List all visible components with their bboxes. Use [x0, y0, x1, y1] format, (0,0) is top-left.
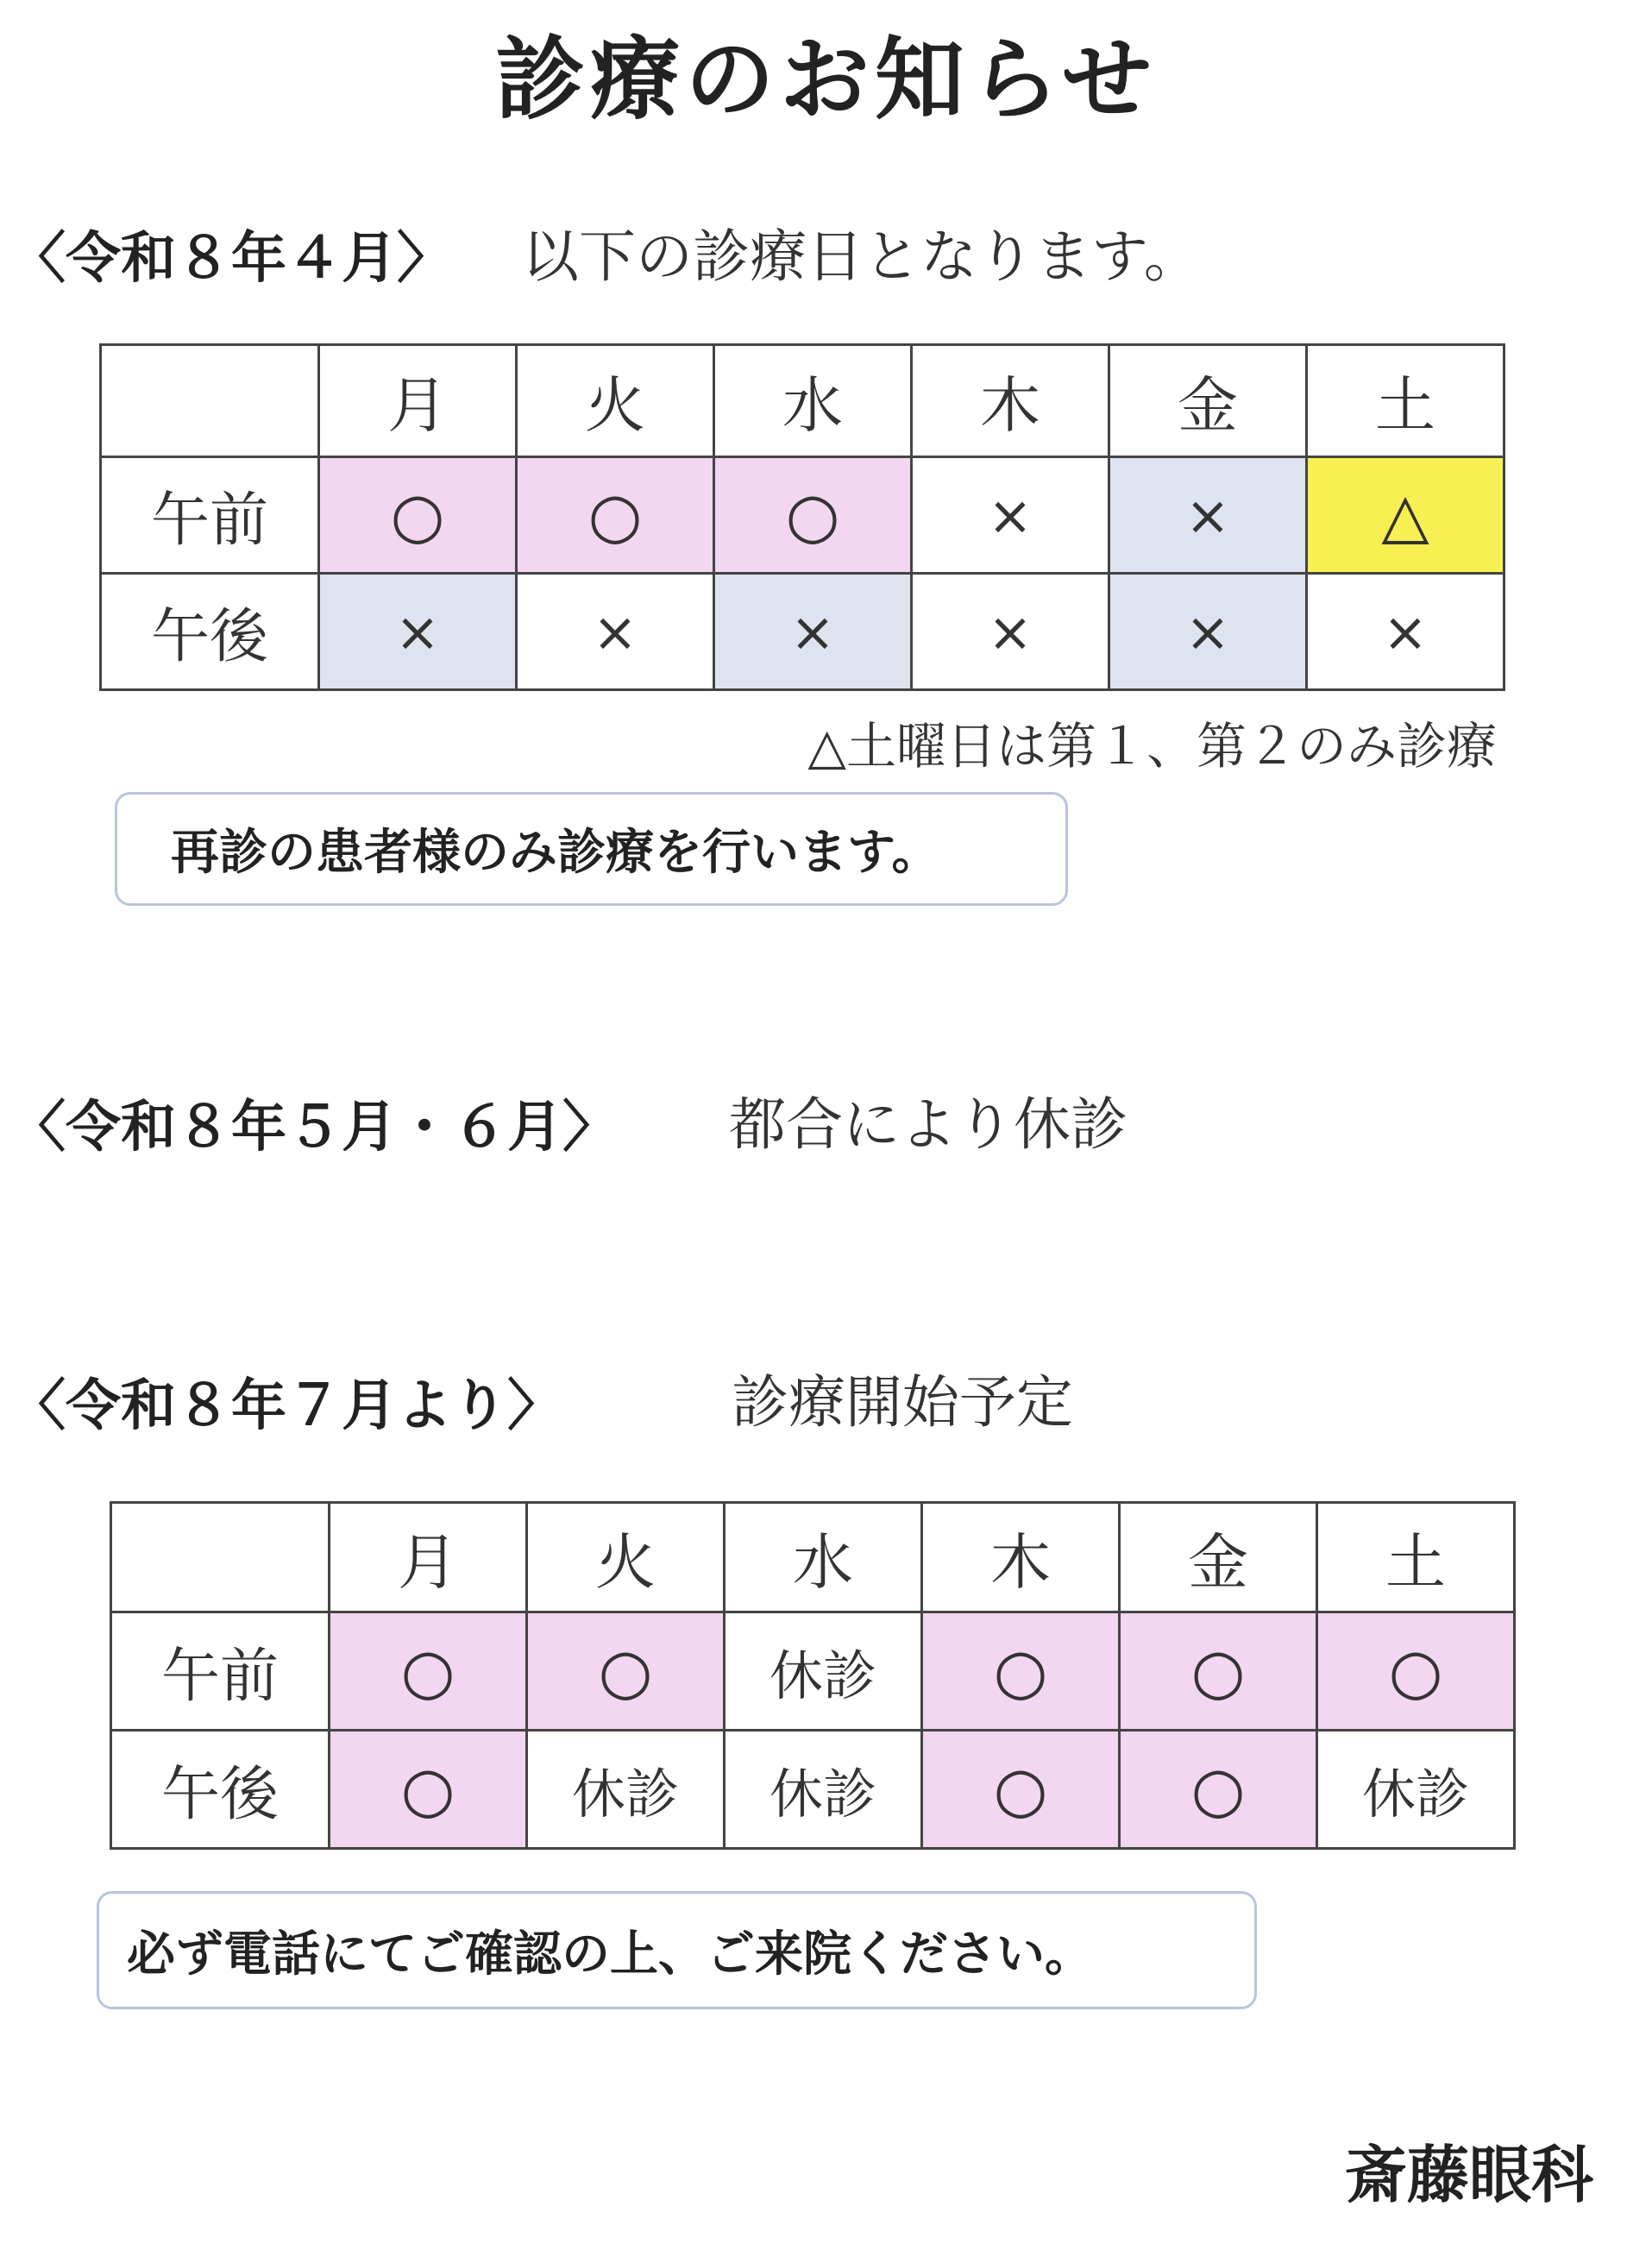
schedule-cell: × [1307, 574, 1504, 690]
schedule-cell: × [912, 457, 1109, 574]
schedule-cell: ○ [922, 1731, 1120, 1849]
day-header: 土 [1307, 345, 1504, 457]
day-header: 月 [330, 1503, 527, 1612]
schedule-cell: ○ [319, 457, 517, 574]
day-header: 金 [1109, 345, 1307, 457]
schedule-cell: × [912, 574, 1109, 690]
may-june-heading: 〈令和８年５月・６月〉 [10, 1096, 618, 1160]
schedule-cell: 休診 [527, 1731, 725, 1849]
july-notice-box [97, 1891, 1257, 2009]
schedule-cell: × [319, 574, 517, 690]
day-header: 木 [912, 345, 1109, 457]
day-header: 木 [922, 1503, 1120, 1612]
schedule-cell: ○ [517, 457, 714, 574]
schedule-cell: ○ [714, 457, 912, 574]
april-description: 以下の診療日となります。 [522, 223, 1201, 290]
schedule-cell: ○ [330, 1612, 527, 1731]
day-header: 土 [1317, 1503, 1515, 1612]
schedule-cell: 休診 [725, 1612, 922, 1731]
schedule-cell: × [1109, 574, 1307, 690]
schedule-cell: 休診 [725, 1731, 922, 1849]
schedule-cell: ○ [527, 1612, 725, 1731]
july-description: 診療開始予定 [732, 1369, 1073, 1436]
row-label-afternoon: 午後 [101, 574, 319, 690]
page-title: 診療のお知らせ [495, 27, 1157, 132]
row-label-morning: 午前 [111, 1612, 330, 1731]
corner-cell [101, 345, 319, 457]
day-header: 月 [319, 345, 517, 457]
day-header: 火 [527, 1503, 725, 1612]
schedule-cell: × [714, 574, 912, 690]
day-header: 水 [714, 345, 912, 457]
schedule-cell: ○ [1120, 1612, 1317, 1731]
may-june-description: 都合により休診 [729, 1091, 1128, 1158]
april-notice-text: 再診の患者様のみ診療を行います。 [171, 825, 940, 881]
april-schedule-table [99, 343, 1505, 691]
day-header: 金 [1120, 1503, 1317, 1612]
april-heading: 〈令和８年４月〉 [10, 227, 452, 291]
schedule-cell: ○ [330, 1731, 527, 1849]
schedule-cell: 休診 [1317, 1731, 1515, 1849]
july-heading: 〈令和８年７月より〉 [10, 1374, 562, 1438]
day-header: 火 [517, 345, 714, 457]
clinic-name: 斎藤眼科 [1344, 2139, 1593, 2211]
april-notice-box [115, 792, 1068, 906]
schedule-cell: × [1109, 457, 1307, 574]
schedule-cell: ○ [1120, 1731, 1317, 1849]
schedule-cell: ○ [922, 1612, 1120, 1731]
row-label-morning: 午前 [101, 457, 319, 574]
july-notice-text: 必ず電話にてご確認の上、ご来院ください。 [127, 1926, 1093, 1983]
row-label-afternoon: 午後 [111, 1731, 330, 1849]
saturday-footnote: △土曜日は第１、第２のみ診療 [807, 717, 1497, 776]
corner-cell [111, 1503, 330, 1612]
day-header: 水 [725, 1503, 922, 1612]
schedule-cell: △ [1307, 457, 1504, 574]
schedule-cell: × [517, 574, 714, 690]
july-schedule-table [110, 1501, 1516, 1850]
schedule-cell: ○ [1317, 1612, 1515, 1731]
